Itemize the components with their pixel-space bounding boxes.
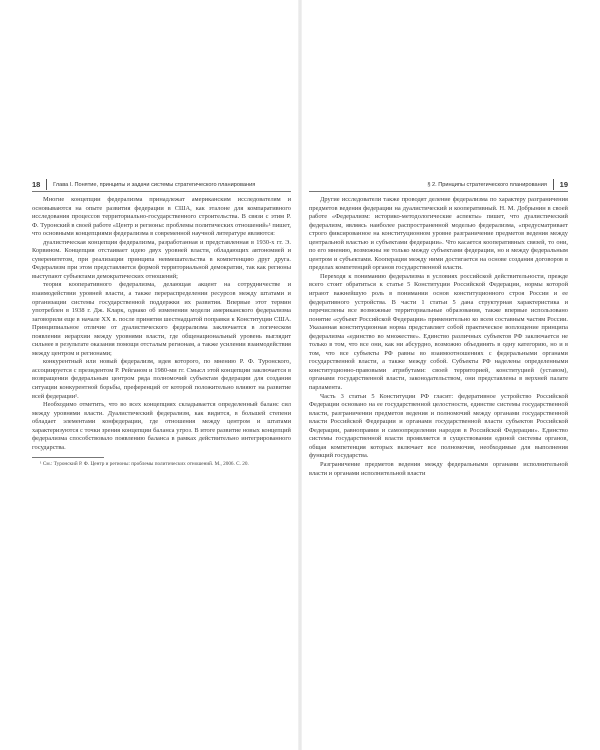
paragraph: теория кооперативного федерализма, делающая акцент на сотрудничестве и взаимодействии уровней власти, а также перераспределении ресурсов между штатами и организации системы государственной поддержки их развития. Впервые этот термин употреблен в 1938 г. Дж. Кларк, однако об изменении модели американского федерализма заговорили еще в начале XX в. после принятия шестнадцатой поправки к Конституции США. Принципиальное отличие от дуалистического федерализма заключается в логическом появлении иерархии между уровнями власти, где общенациональный уровень выглядит сильнее в результате оказания помощи отсталым регионам, а также усилении взаимодействия между центром и регионами; xyxy=(32,281,291,357)
paragraph: Необходимо отметить, что во всех концепциях складывается определенный баланс сил между уровнями власти. Дуалистический федерализм, как видится, в большей степени обладает элементами конфедерации, где отношения между центром и штатами характеризуются с точки зрения концепции баланса угроз. В итоге развитие новых концепций федерализма способствовало появлению баланса в рамках действительно интегрированного государства. xyxy=(32,401,291,451)
paragraph: Часть 3 статьи 5 Конституции РФ гласит: федеративное устройство Российской Федерации основано на ее государственной целостности, единстве системы государственной власти, разграничении предметов ведения и полномочий между органами государственной власти Российской Федерации и органами государственной власти субъектов Российской Федерации, равноправии и самоопределении народов в Российской Федерации». Единство системы государственной власти проявляется в существовании единой системы органов, общая компетенция которых включает все полномочия, необходимые для выполнения функций государства. xyxy=(309,392,568,460)
running-head-left xyxy=(32,178,291,192)
right-page xyxy=(300,0,600,750)
paragraph: Разграничение предметов ведения между федеральными органами исполнительной власти и органами исполнительной власти xyxy=(309,460,568,477)
paragraph: Переходя к пониманию федерализма в условиях российской действительности, прежде всего стоит обратиться к статье 5 Конституции Российской Федерации, нормы которой играют важнейшую роль в понимании основ конституционного строя России и ее федеративного устройства. В части 1 статьи 5 дана структурная характеристика и перечислены все возможные территориальные образования, также впервые использовано понятие «субъект Российской Федерации» применительно ко всем составным частям России. Указанная конституционная норма представляет собой практическое воплощение принципа федерализма «единство во множестве». Единство различных субъектов РФ заключается не только в том, что все они, как ни абсурдно, возможно объединять в одну категорию, но и в том, что все субъекты РФ равны во взаимоотношениях с федеральными органами государственной власти, а также между собой. Субъекты РФ наделены определенными конституционно-правовыми атрибутами: своей территорией, конституцией (уставом), органами государственной власти, законодательством, они представлены в верхней палате парламента. xyxy=(309,272,568,392)
running-head-separator xyxy=(553,179,554,190)
left-page-text xyxy=(32,196,291,468)
paragraph: конкурентный или новый федерализм, идея которого, по мнению Р. Ф. Туронского, ассоциируется с президентом Р. Рейганом и 1980-ми гг. Смысл этой концепции заключается в возвращении федеральным центром ряда полномочий субъектам федерации для создания ситуации конкурентной борьбы, преференций от которой положительно влияют на развитие всей федерации¹. xyxy=(32,358,291,400)
page-number-right: 19 xyxy=(559,180,568,189)
page-number-left: 18 xyxy=(32,180,41,189)
right-page-text xyxy=(309,196,568,478)
paragraph: Многие концепции федерализма принадлежат американским исследователям и основываются на опыте развития федерации в США, как эталоне для компаративного исследования процессов территориально-государственного строительства. В связи с этим Р. Ф. Туронский в своей работе «Центр и регионы: проблемы политических отношений»¹ пишет, что основными концепциями федерализма в современной научной литературе являются: xyxy=(32,196,291,238)
running-head-right xyxy=(309,178,568,192)
running-head-separator xyxy=(46,179,47,190)
paragraph: Другие исследователи также проводят деление федерализма по характеру разграничения предметов ведения федерации на дуалистический и кооперативный. Н. М. Добрынин в своей работе «Федерализм: историко-методологические аспекты» пишет, что дуалистический федерализм, являясь наиболее распространенной моделью федерализма, «предусматривает строго фиксированное на конституционном уровне разграничение предметов ведения между центральной властью и субъектами федерации». Что касается кооперативных связей, то они, по его мнению, возможны не только между субъектами федерации, но и между федеральным центром и субъектами. Кооперация между ними достигается на основе создания договоров в пределах компетенций органов государственной власти. xyxy=(309,196,568,272)
paragraph: дуалистическая концепция федерализма, разработанная и представленная в 1930-х гг. Э. Корвином. Концепция отстаивает идею двух уровней власти, обладающих автономией и суверенитетом, при реализации принципа невмешательства в компетенцию друг друга. Федерализм при этом представляется формой территориальной демократии, так как регионы выступают субъектами демократических отношений; xyxy=(32,238,291,280)
running-head-title-left: Глава I. Понятие, принципы и задачи системы стратегического планирования xyxy=(53,181,256,188)
footnote-rule xyxy=(32,457,104,458)
footnote: ¹ См.: Туронский Р. Ф. Центр и регионы: проблемы политических отношений. М., 2006. С. 20. xyxy=(40,461,249,467)
running-head-title-right: § 2. Принципы стратегического планирования xyxy=(427,181,547,188)
